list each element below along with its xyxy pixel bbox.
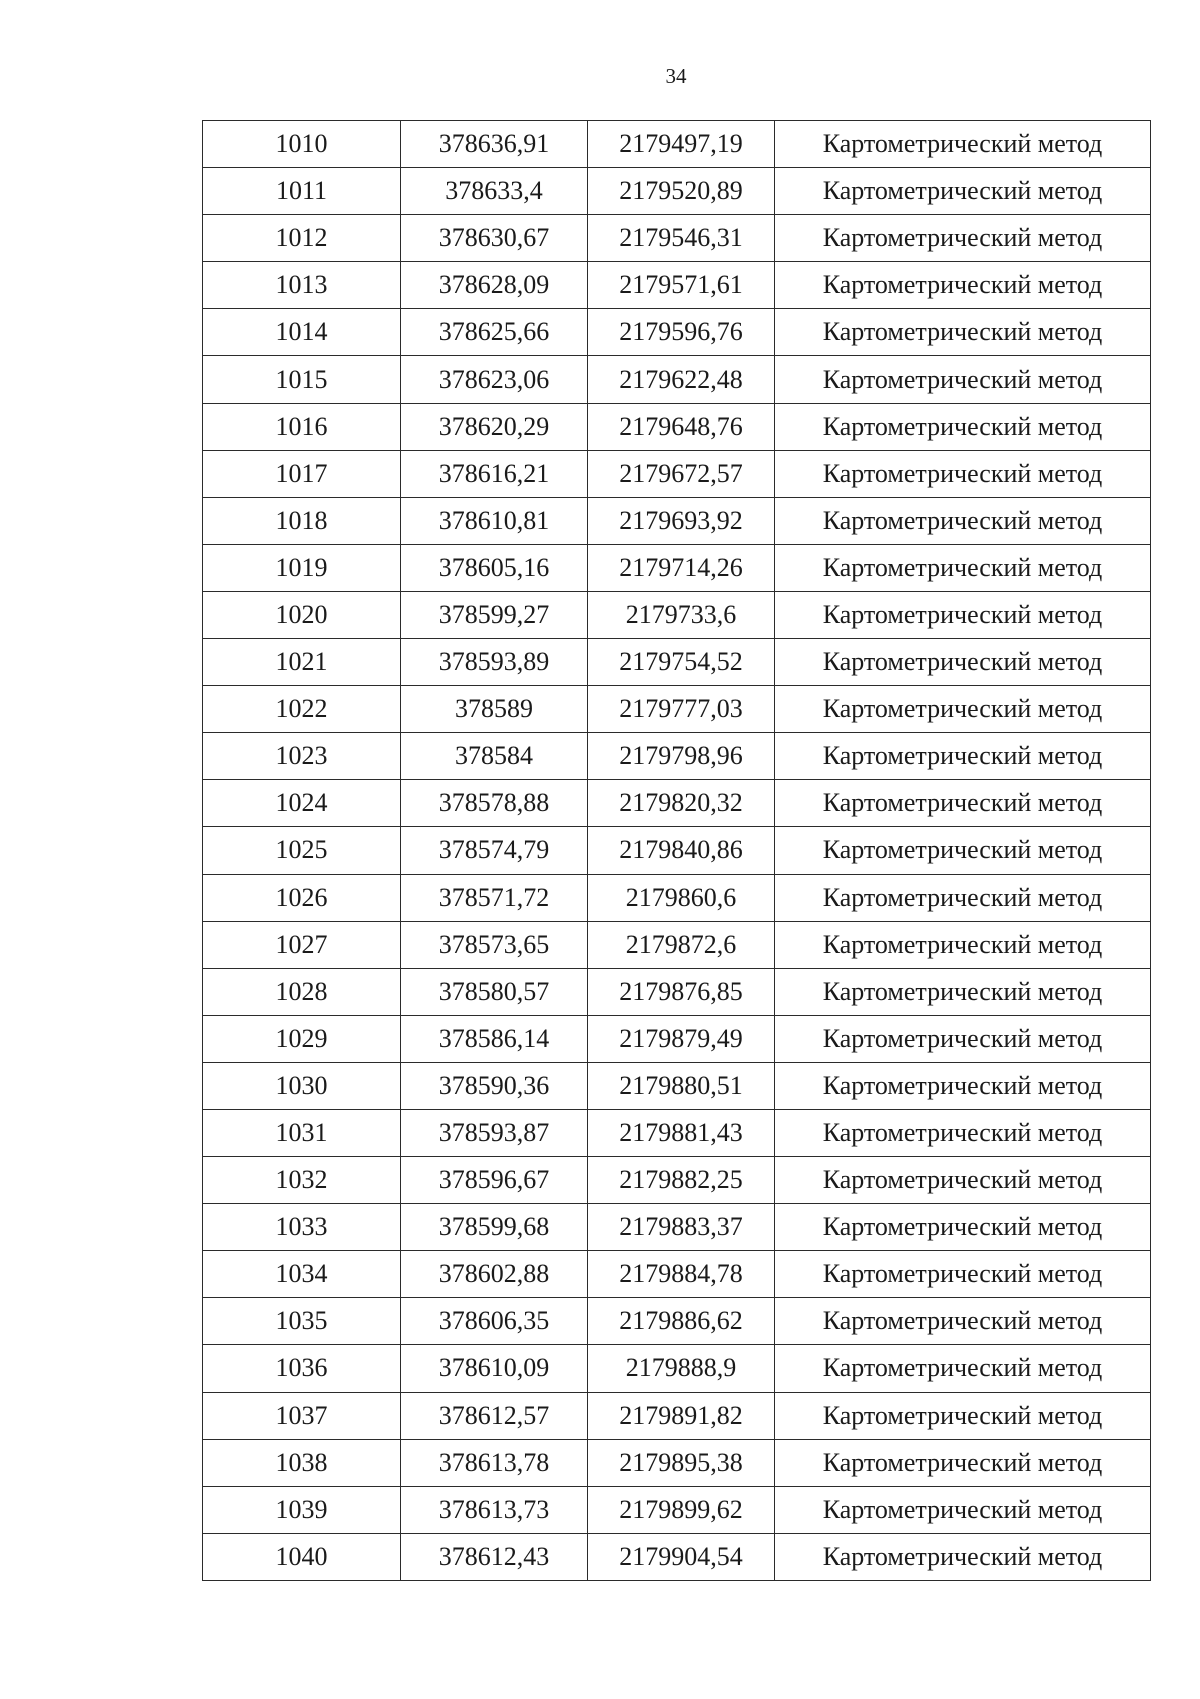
table-row [203, 1298, 1151, 1345]
y-coordinate-cell: 2179622,48 [588, 356, 775, 403]
point-number-cell: 1023 [203, 733, 401, 780]
method-cell: Картометрический метод [775, 309, 1151, 356]
method-cell: Картометрический метод [775, 639, 1151, 686]
point-number-cell: 1017 [203, 450, 401, 497]
point-number-cell: 1015 [203, 356, 401, 403]
table-row [203, 1109, 1151, 1156]
point-number-cell: 1020 [203, 591, 401, 638]
y-coordinate-cell: 2179883,37 [588, 1204, 775, 1251]
method-cell: Картометрический метод [775, 262, 1151, 309]
table-row [203, 591, 1151, 638]
y-coordinate-cell: 2179648,76 [588, 403, 775, 450]
table-row [203, 1204, 1151, 1251]
table-row [203, 827, 1151, 874]
point-number-cell: 1037 [203, 1392, 401, 1439]
y-coordinate-cell: 2179777,03 [588, 686, 775, 733]
point-number-cell: 1022 [203, 686, 401, 733]
x-coordinate-cell: 378613,73 [401, 1486, 588, 1533]
point-number-cell: 1011 [203, 168, 401, 215]
point-number-cell: 1039 [203, 1486, 401, 1533]
table-row [203, 121, 1151, 168]
table-row [203, 1251, 1151, 1298]
y-coordinate-cell: 2179899,62 [588, 1486, 775, 1533]
method-cell: Картометрический метод [775, 544, 1151, 591]
method-cell: Картометрический метод [775, 168, 1151, 215]
x-coordinate-cell: 378612,57 [401, 1392, 588, 1439]
x-coordinate-cell: 378571,72 [401, 874, 588, 921]
table-row [203, 639, 1151, 686]
y-coordinate-cell: 2179840,86 [588, 827, 775, 874]
y-coordinate-cell: 2179884,78 [588, 1251, 775, 1298]
method-cell: Картометрический метод [775, 1109, 1151, 1156]
y-coordinate-cell: 2179497,19 [588, 121, 775, 168]
point-number-cell: 1012 [203, 215, 401, 262]
x-coordinate-cell: 378578,88 [401, 780, 588, 827]
y-coordinate-cell: 2179880,51 [588, 1062, 775, 1109]
point-number-cell: 1010 [203, 121, 401, 168]
y-coordinate-cell: 2179693,92 [588, 497, 775, 544]
table-row [203, 403, 1151, 450]
table-row [203, 262, 1151, 309]
method-cell: Картометрический метод [775, 497, 1151, 544]
method-cell: Картометрический метод [775, 1062, 1151, 1109]
x-coordinate-cell: 378593,87 [401, 1109, 588, 1156]
method-cell: Картометрический метод [775, 968, 1151, 1015]
x-coordinate-cell: 378628,09 [401, 262, 588, 309]
method-cell: Картометрический метод [775, 1251, 1151, 1298]
table-row [203, 1062, 1151, 1109]
method-cell: Картометрический метод [775, 1533, 1151, 1580]
method-cell: Картометрический метод [775, 1392, 1151, 1439]
y-coordinate-cell: 2179754,52 [588, 639, 775, 686]
x-coordinate-cell: 378613,78 [401, 1439, 588, 1486]
method-cell: Картометрический метод [775, 403, 1151, 450]
x-coordinate-cell: 378589 [401, 686, 588, 733]
method-cell: Картометрический метод [775, 874, 1151, 921]
table-row [203, 544, 1151, 591]
table-row [203, 1533, 1151, 1580]
table-row [203, 1015, 1151, 1062]
y-coordinate-cell: 2179520,89 [588, 168, 775, 215]
y-coordinate-cell: 2179872,6 [588, 921, 775, 968]
table-row [203, 1439, 1151, 1486]
x-coordinate-cell: 378573,65 [401, 921, 588, 968]
y-coordinate-cell: 2179571,61 [588, 262, 775, 309]
coordinates-table [202, 120, 1151, 1581]
y-coordinate-cell: 2179895,38 [588, 1439, 775, 1486]
table-row [203, 874, 1151, 921]
table-body [203, 121, 1151, 1581]
y-coordinate-cell: 2179886,62 [588, 1298, 775, 1345]
method-cell: Картометрический метод [775, 1345, 1151, 1392]
x-coordinate-cell: 378599,27 [401, 591, 588, 638]
method-cell: Картометрический метод [775, 591, 1151, 638]
point-number-cell: 1014 [203, 309, 401, 356]
y-coordinate-cell: 2179714,26 [588, 544, 775, 591]
table-row [203, 686, 1151, 733]
x-coordinate-cell: 378605,16 [401, 544, 588, 591]
point-number-cell: 1019 [203, 544, 401, 591]
point-number-cell: 1036 [203, 1345, 401, 1392]
y-coordinate-cell: 2179879,49 [588, 1015, 775, 1062]
method-cell: Картометрический метод [775, 921, 1151, 968]
x-coordinate-cell: 378596,67 [401, 1157, 588, 1204]
method-cell: Картометрический метод [775, 215, 1151, 262]
page-number: 34 [665, 64, 687, 88]
method-cell: Картометрический метод [775, 1298, 1151, 1345]
y-coordinate-cell: 2179860,6 [588, 874, 775, 921]
y-coordinate-cell: 2179904,54 [588, 1533, 775, 1580]
y-coordinate-cell: 2179881,43 [588, 1109, 775, 1156]
point-number-cell: 1038 [203, 1439, 401, 1486]
table-row [203, 450, 1151, 497]
y-coordinate-cell: 2179733,6 [588, 591, 775, 638]
x-coordinate-cell: 378574,79 [401, 827, 588, 874]
x-coordinate-cell: 378616,21 [401, 450, 588, 497]
point-number-cell: 1028 [203, 968, 401, 1015]
method-cell: Картометрический метод [775, 686, 1151, 733]
point-number-cell: 1018 [203, 497, 401, 544]
x-coordinate-cell: 378590,36 [401, 1062, 588, 1109]
x-coordinate-cell: 378606,35 [401, 1298, 588, 1345]
y-coordinate-cell: 2179820,32 [588, 780, 775, 827]
table-row [203, 968, 1151, 1015]
y-coordinate-cell: 2179888,9 [588, 1345, 775, 1392]
method-cell: Картометрический метод [775, 450, 1151, 497]
method-cell: Картометрический метод [775, 780, 1151, 827]
table-row [203, 309, 1151, 356]
x-coordinate-cell: 378586,14 [401, 1015, 588, 1062]
point-number-cell: 1013 [203, 262, 401, 309]
method-cell: Картометрический метод [775, 1157, 1151, 1204]
x-coordinate-cell: 378580,57 [401, 968, 588, 1015]
point-number-cell: 1040 [203, 1533, 401, 1580]
method-cell: Картометрический метод [775, 1015, 1151, 1062]
x-coordinate-cell: 378612,43 [401, 1533, 588, 1580]
x-coordinate-cell: 378620,29 [401, 403, 588, 450]
table-row [203, 921, 1151, 968]
table-row [203, 780, 1151, 827]
point-number-cell: 1030 [203, 1062, 401, 1109]
point-number-cell: 1034 [203, 1251, 401, 1298]
x-coordinate-cell: 378630,67 [401, 215, 588, 262]
point-number-cell: 1033 [203, 1204, 401, 1251]
method-cell: Картометрический метод [775, 733, 1151, 780]
table-row [203, 733, 1151, 780]
point-number-cell: 1026 [203, 874, 401, 921]
x-coordinate-cell: 378584 [401, 733, 588, 780]
point-number-cell: 1021 [203, 639, 401, 686]
table-row [203, 1392, 1151, 1439]
table-row [203, 215, 1151, 262]
y-coordinate-cell: 2179876,85 [588, 968, 775, 1015]
point-number-cell: 1025 [203, 827, 401, 874]
point-number-cell: 1029 [203, 1015, 401, 1062]
point-number-cell: 1032 [203, 1157, 401, 1204]
method-cell: Картометрический метод [775, 827, 1151, 874]
table-row [203, 168, 1151, 215]
table-row [203, 1486, 1151, 1533]
x-coordinate-cell: 378623,06 [401, 356, 588, 403]
x-coordinate-cell: 378610,81 [401, 497, 588, 544]
y-coordinate-cell: 2179546,31 [588, 215, 775, 262]
x-coordinate-cell: 378599,68 [401, 1204, 588, 1251]
x-coordinate-cell: 378593,89 [401, 639, 588, 686]
x-coordinate-cell: 378636,91 [401, 121, 588, 168]
y-coordinate-cell: 2179672,57 [588, 450, 775, 497]
y-coordinate-cell: 2179891,82 [588, 1392, 775, 1439]
x-coordinate-cell: 378633,4 [401, 168, 588, 215]
table-row [203, 1157, 1151, 1204]
table-row [203, 497, 1151, 544]
point-number-cell: 1035 [203, 1298, 401, 1345]
x-coordinate-cell: 378602,88 [401, 1251, 588, 1298]
table-row [203, 356, 1151, 403]
y-coordinate-cell: 2179798,96 [588, 733, 775, 780]
x-coordinate-cell: 378625,66 [401, 309, 588, 356]
point-number-cell: 1031 [203, 1109, 401, 1156]
method-cell: Картометрический метод [775, 121, 1151, 168]
point-number-cell: 1027 [203, 921, 401, 968]
point-number-cell: 1024 [203, 780, 401, 827]
method-cell: Картометрический метод [775, 1204, 1151, 1251]
point-number-cell: 1016 [203, 403, 401, 450]
x-coordinate-cell: 378610,09 [401, 1345, 588, 1392]
table-row [203, 1345, 1151, 1392]
y-coordinate-cell: 2179596,76 [588, 309, 775, 356]
y-coordinate-cell: 2179882,25 [588, 1157, 775, 1204]
method-cell: Картометрический метод [775, 1486, 1151, 1533]
method-cell: Картометрический метод [775, 356, 1151, 403]
method-cell: Картометрический метод [775, 1439, 1151, 1486]
